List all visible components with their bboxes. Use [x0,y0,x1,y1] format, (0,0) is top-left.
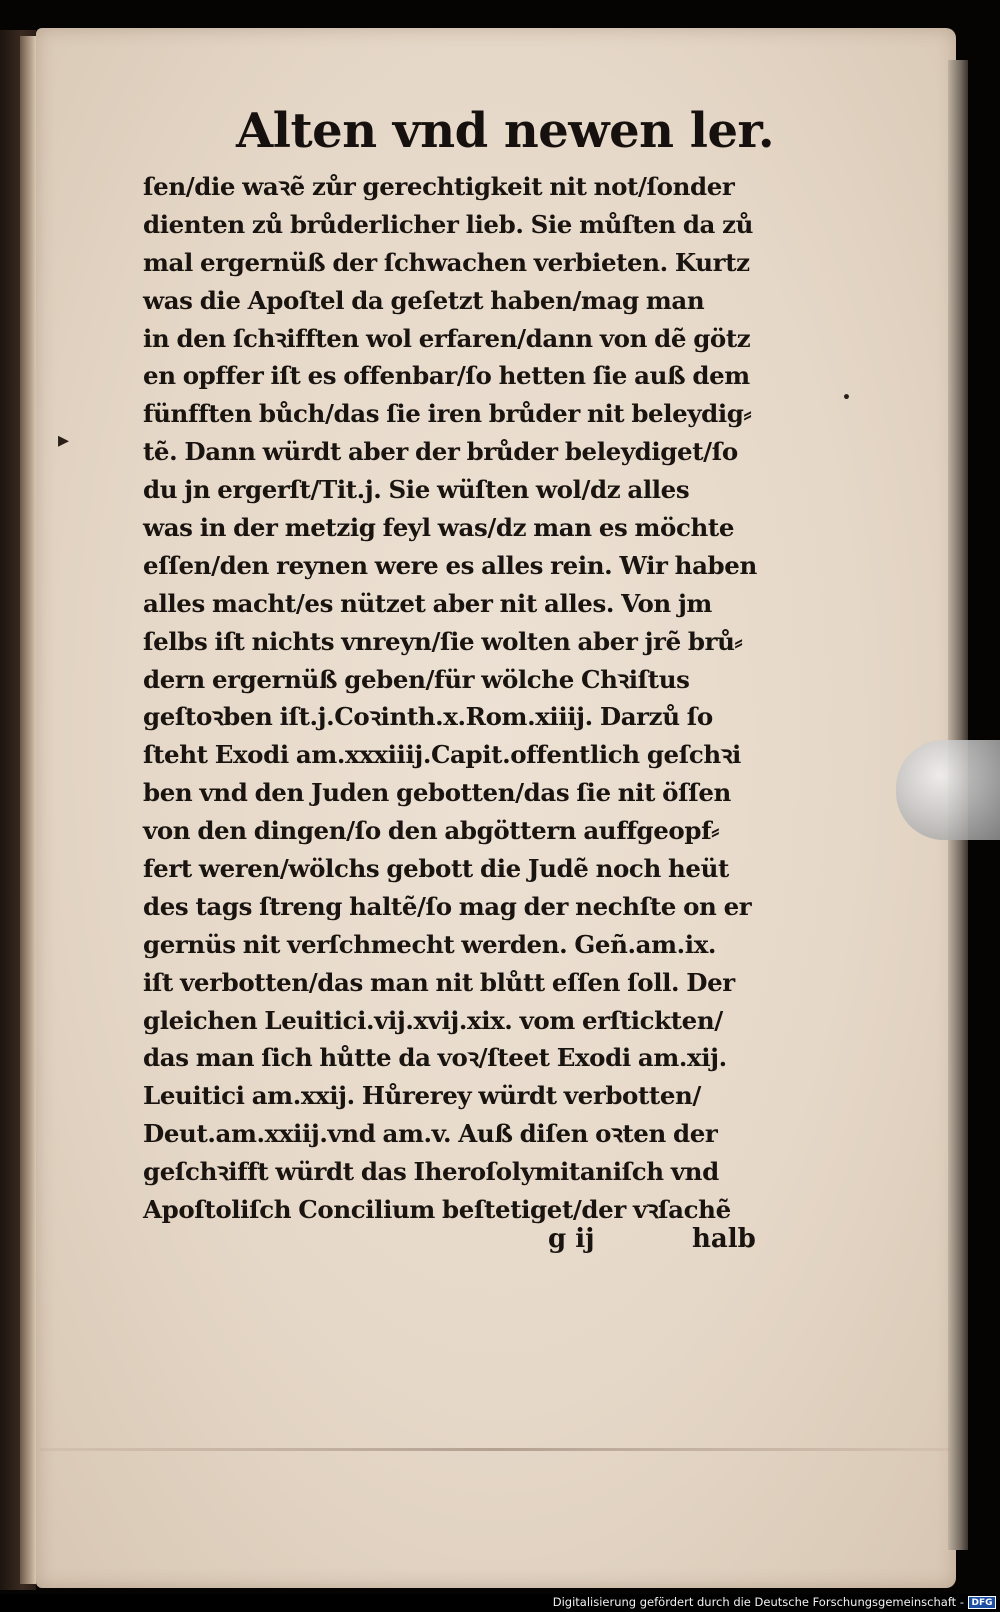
text-line: ſteht Exodi am.xxxiiij.Capit.offentlich geſchꝛi [143,740,741,770]
text-line: fert weren/wölchs gebott die Judẽ noch heüt [143,854,729,884]
page-foot [548,1224,788,1264]
dfg-logo: DFG [968,1596,996,1609]
text-line: en opffer iſt es offenbar/ſo hetten ſie auß dem [143,361,750,391]
signature-mark: g ij [548,1224,595,1254]
text-line: geſtoꝛben iſt.j.Coꝛinth.x.Rom.xiiij. Darzů ſo [143,702,713,732]
text-line: eſſen/den reynen were es alles rein. Wir haben [143,550,757,580]
text-line: Leuitici am.xxij. Hůrerey würdt verbotten/ [143,1081,701,1111]
digitization-credit: Digitalisierung gefördert durch die Deutsche Forschungsgemeinschaft - [552,1595,964,1609]
text-line: fünfften bůch/das ſie iren brůder nit beleydig⸗ [143,399,752,429]
text-line: alles macht/es nützet aber nit alles. Von jm [143,588,712,618]
text-line: gernüs nit verſchmecht werden. Geñ.am.ix. [143,929,717,959]
page-fold [40,1448,950,1451]
text-line: geſchꝛifft würdt das Iheroſolymitaniſch vnd [143,1157,719,1187]
text-line: was die Apoſtel da geſetzt haben/mag man [143,285,705,315]
text-line: tẽ. Dann würdt aber der brůder beleydiget/ſo [143,437,738,467]
text-line: in den ſchꝛifften wol erfaren/dann von dẽ götz [143,323,751,353]
text-line: du jn ergerſt/Tit.j. Sie wüſten wol/dz alles [143,475,690,505]
text-line: ſelbs iſt nichts vnreyn/ſie wolten aber jrẽ brů⸗ [143,626,743,656]
text-line: ſen/die waꝛẽ zůr gerechtigkeit nit not/ſonder [143,172,735,201]
text-line: gleichen Leuitici.vij.xvij.xix. vom erſtickten/ [143,1005,723,1035]
text-line: dern ergernüß geben/für wölche Chꝛiſtus [143,664,690,694]
page-clip [896,740,1000,840]
text-line: dienten zů brůderlicher lieb. Sie můſten da zů [143,209,754,239]
margin-speck: ▸ [58,428,70,453]
text-line: mal ergernüß der ſchwachen verbieten. Kurtz [143,247,750,277]
catchword: halb [692,1224,756,1254]
text-line: Apoſtoliſch Concilium beſtetiget/der vꝛſachẽ [143,1195,731,1225]
text-line: das man ſich hůtte da voꝛ/ſteet Exodi am.xij. [143,1043,727,1073]
text-line: des tags ſtreng haltẽ/ſo mag der nechſte on er [143,891,752,921]
margin-speck: • [842,390,851,406]
text-line: iſt verbotten/das man nit blůtt eſſen ſoll. Der [143,967,735,997]
text-line: was in der metzig feyl was/dz man es möchte [143,513,735,543]
text-line: ben vnd den Juden gebotten/das ſie nit öſſen [143,778,731,808]
spine-gutter [20,36,36,1584]
running-title: Alten vnd newen ler. [236,103,775,159]
text-line: von den dingen/ſo den abgöttern auffgeopf⸗ [143,816,719,846]
page-text-block [143,168,783,1229]
text-line: Deut.am.xxiij.vnd am.v. Auß diſen oꝛten der [143,1119,718,1149]
